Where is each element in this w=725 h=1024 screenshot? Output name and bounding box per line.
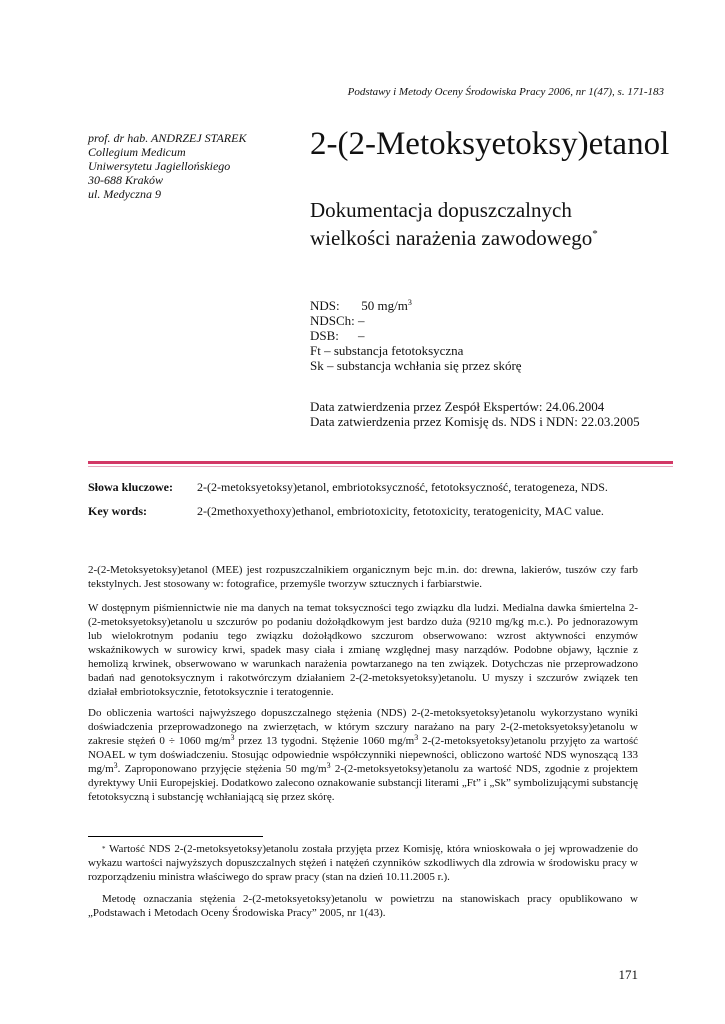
footnote-1: * Wartość NDS 2-(2-metoksyetoksy)etanolu została przyjęta przez Komisję, która wnioskowała o jej wprowadzenie do wykazu wartości najwyższych dopuszczalnych stężeń i natężeń czynników szkodliwych dla zdrowia w środowisku pracy w rozporządzeniu ministra właściwego do spraw pracy (stan na dzień 10.11.2005 r.).: [88, 843, 638, 883]
exposure-limits: [310, 298, 522, 373]
journal-header: Podstawy i Metody Oceny Środowiska Pracy 2006, nr 1(47), s. 171-183: [347, 86, 664, 98]
divider-thin: [88, 466, 673, 467]
approval-dates: [310, 399, 640, 429]
ft-row: Ft – substancja fetotoksyczna: [310, 343, 464, 358]
keywords-en: [88, 504, 638, 518]
page-number: 171: [618, 967, 638, 982]
author-name: prof. dr hab. ANDRZEJ STAREK: [88, 131, 247, 145]
ndsch-row: NDSCh: –: [310, 313, 365, 328]
keywords-pl-text: 2-(2-metoksyetoksy)etanol, embriotoksyczność, fetotoksyczność, teratogeneza, NDS.: [197, 480, 608, 494]
nds-row: NDS: 50 $mg/m^3$: [310, 298, 412, 313]
author-address-city: 30-688 Kraków: [88, 173, 163, 187]
footnote-marker: *: [592, 228, 598, 240]
subtitle-line-1: Dokumentacja dopuszczalnych: [310, 198, 572, 222]
abstract-paragraph-3: Do obliczenia wartości najwyższego dopuszczalnego stężenia (NDS) 2-(2-metoksyetoksy)etanolu wykorzystano wyniki doświadczenia przeprowadzonego na zwierzętach, w którym szczury narażano na pary 2-(2-metoksyetoksy)etanolu w zakresie stężeń 0 ÷ 1060 $mg/m^3$ przez 13 tygodni. Stężenie 1060 $mg/m^3$ 2-(2-metoksyetoksy)etanolu przyjęto za wartość NOAEL w tym doświadczeniu. Stosując odpowiednie współczynniki niepewności, obliczono wartość NDS wynoszącą 133 $mg/m^3$. Zaproponowano przyjęcie stężenia 50 $mg/m^3$ 2-(2-metoksyetoksy)etanolu za wartość NDS, zgodnie z projektem dyrektywy Unii Europejskiej. Dodatkowo zalecono oznakowanie substancji literami „Ft” i „Sk” symbolizującymi substancję fetotoksyczną i substancję wchłaniającą się przez skórę.: [88, 707, 639, 803]
subtitle: [310, 196, 598, 252]
author-block: [88, 131, 293, 201]
dsb-row: DSB: –: [310, 328, 365, 343]
keywords-en-text: 2-(2methoxyethoxy)ethanol, embriotoxicity, fetotoxicity, teratogenicity, MAC value.: [197, 504, 604, 518]
author-affiliation-1: Collegium Medicum: [88, 145, 186, 159]
footnote-rule: [88, 836, 263, 837]
subtitle-line-2: wielkości narażenia zawodowego*: [310, 226, 598, 250]
divider-thick: [88, 461, 673, 464]
abstract-paragraph-2: W dostępnym piśmiennictwie nie ma danych na temat toksyczności tego związku dla ludzi. Medialna dawka śmiertelna 2-(2-metoksyetoksy)etanolu u szczurów po podaniu dożołądkowym jest bardzo duża (9210 mg/kg m.c.). Po jednorazowym lub wielokrotnym podaniu tego związku dożołądkowo szczurom obserwowano: wzrost aktywności enzymów wskaźnikowych w surowicy krwi, spadek masy ciała i zmianę względnej masy narządów. Podobne objawy, łącznie z hemolizą krwinek, obserwowano w warunkach narażenia powtarzanego na ten związek. Dotychczas nie przeprowadzono badań nad genotoksycznym i rakotwórczym działaniem 2-(2-metoksyetoksy)etanolu. U myszy i szczurów związek ten działał embriotoksycznie, fetotoksycznie i teratogennie.: [88, 602, 638, 698]
abstract-paragraph-1: 2-(2-Metoksyetoksy)etanol (MEE) jest rozpuszczalnikiem organicznym bejc m.in. do: drewna, lakierów, tuszów czy farb tekstylnych. Jest stosowany w: fotografice, przemyśle tworzyw sztucznych i farbiarstwie.: [88, 564, 638, 590]
experts-date: Data zatwierdzenia przez Zespół Ekspertów: 24.06.2004: [310, 399, 605, 414]
sk-row: Sk – substancja wchłania się przez skórę: [310, 358, 522, 373]
footnote-2: Metodę oznaczania stężenia 2-(2-metoksyetoksy)etanolu w powietrzu na stanowiskach pracy opublikowano w „Podstawach i Metodach Oceny Środowiska Pracy” 2005, nr 1(43).: [88, 893, 638, 919]
author-affiliation-2: Uniwersytetu Jagiellońskiego: [88, 159, 231, 173]
keywords-pl-label: Słowa kluczowe:: [88, 480, 173, 494]
keywords-pl: [88, 480, 638, 494]
keywords-en-label: Key words:: [88, 504, 147, 518]
keywords-block: [88, 480, 638, 518]
author-address-street: ul. Medyczna 9: [88, 187, 161, 201]
commission-date: Data zatwierdzenia przez Komisję ds. NDS i NDN: 22.03.2005: [310, 414, 640, 429]
page-title: 2-(2-Metoksyetoksy)etanol: [310, 126, 670, 162]
